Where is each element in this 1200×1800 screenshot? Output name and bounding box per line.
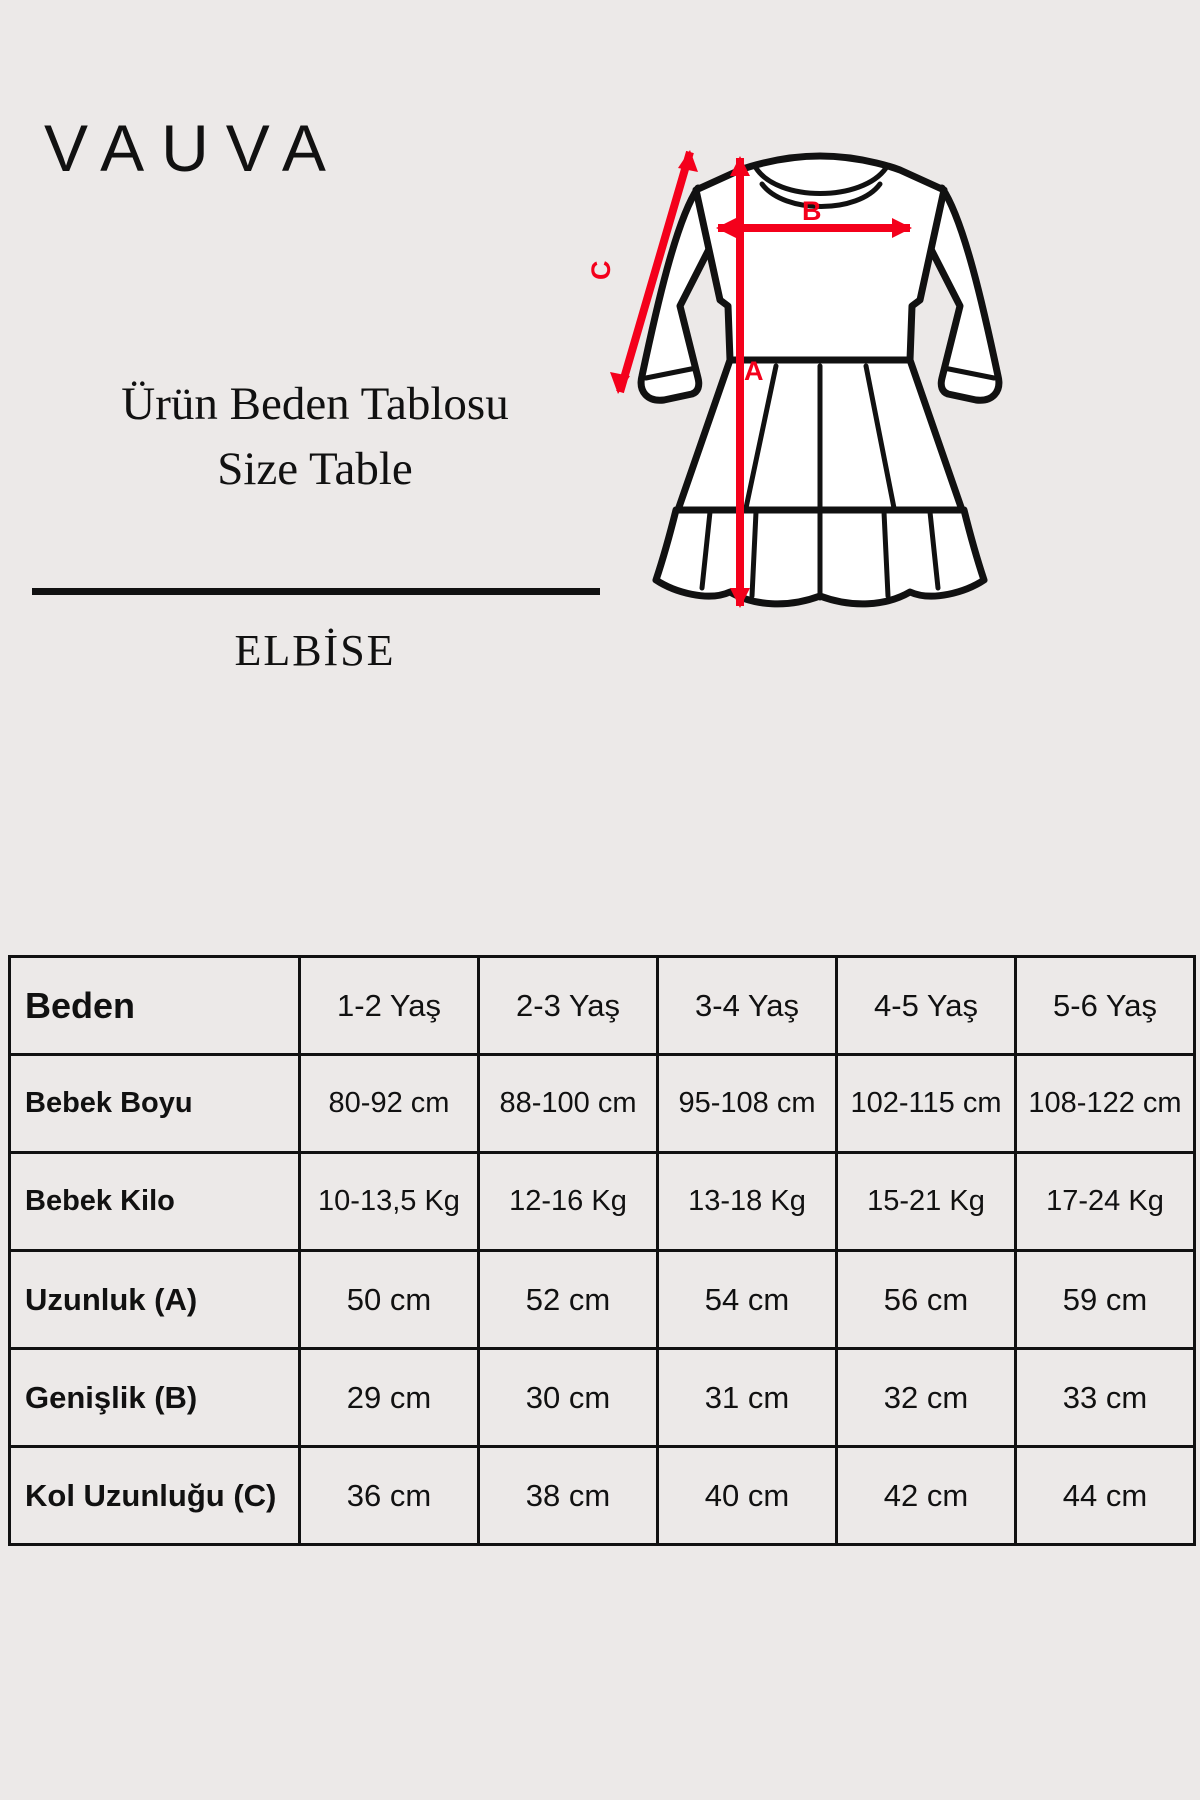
table-row xyxy=(10,1447,1195,1545)
cell-value: 102-115 cm xyxy=(837,1055,1016,1153)
cell-value: 13-18 Kg xyxy=(658,1153,837,1251)
page-title-tr: Ürün Beden Tablosu xyxy=(121,378,509,430)
cell-value: 30 cm xyxy=(479,1349,658,1447)
cell-value: 52 cm xyxy=(479,1251,658,1349)
header-section xyxy=(0,0,1200,840)
cell-value: 88-100 cm xyxy=(479,1055,658,1153)
cell-value: 40 cm xyxy=(658,1447,837,1545)
row-label: Bebek Boyu xyxy=(10,1055,300,1153)
cell-value: 17-24 Kg xyxy=(1016,1153,1195,1251)
cell-value: 31 cm xyxy=(658,1349,837,1447)
cell-value: 42 cm xyxy=(837,1447,1016,1545)
cell-value: 33 cm xyxy=(1016,1349,1195,1447)
cell-value: 54 cm xyxy=(658,1251,837,1349)
brand-logo: VAUVA xyxy=(44,111,343,185)
row-label: Bebek Kilo xyxy=(10,1153,300,1251)
cell-value: 59 cm xyxy=(1016,1251,1195,1349)
table-header-row xyxy=(10,957,1195,1055)
cell-value: 15-21 Kg xyxy=(837,1153,1016,1251)
measure-label-a: A xyxy=(744,356,764,386)
table-row xyxy=(10,1055,1195,1153)
title-divider xyxy=(32,588,600,595)
row-label: Genişlik (B) xyxy=(10,1349,300,1447)
measure-label-b: B xyxy=(802,196,822,226)
table-row xyxy=(10,1153,1195,1251)
row-label: Uzunluk (A) xyxy=(10,1251,300,1349)
cell-value: 56 cm xyxy=(837,1251,1016,1349)
table-row xyxy=(10,1251,1195,1349)
cell-value: 10-13,5 Kg xyxy=(300,1153,479,1251)
cell-value: 108-122 cm xyxy=(1016,1055,1195,1153)
cell-value: 36 cm xyxy=(300,1447,479,1545)
cell-value: 80-92 cm xyxy=(300,1055,479,1153)
dress-diagram xyxy=(580,110,1060,630)
cell-value: 44 cm xyxy=(1016,1447,1195,1545)
measure-label-c: C xyxy=(586,260,616,280)
page-title-en: Size Table xyxy=(217,442,413,495)
title-block xyxy=(30,375,600,499)
product-type-label: ELBİSE xyxy=(234,626,396,675)
table-header-size-4: 4-5 Yaş xyxy=(837,957,1016,1055)
row-label: Kol Uzunluğu (C) xyxy=(10,1447,300,1545)
cell-value: 29 cm xyxy=(300,1349,479,1447)
size-table xyxy=(8,955,1196,1546)
table-header-size-3: 3-4 Yaş xyxy=(658,957,837,1055)
table-header-size-5: 5-6 Yaş xyxy=(1016,957,1195,1055)
size-table-container xyxy=(8,955,1193,1546)
cell-value: 95-108 cm xyxy=(658,1055,837,1153)
table-header-size-1: 1-2 Yaş xyxy=(300,957,479,1055)
cell-value: 38 cm xyxy=(479,1447,658,1545)
cell-value: 50 cm xyxy=(300,1251,479,1349)
cell-value: 12-16 Kg xyxy=(479,1153,658,1251)
cell-value: 32 cm xyxy=(837,1349,1016,1447)
table-header-size-2: 2-3 Yaş xyxy=(479,957,658,1055)
table-header-beden: Beden xyxy=(10,957,300,1055)
table-row xyxy=(10,1349,1195,1447)
